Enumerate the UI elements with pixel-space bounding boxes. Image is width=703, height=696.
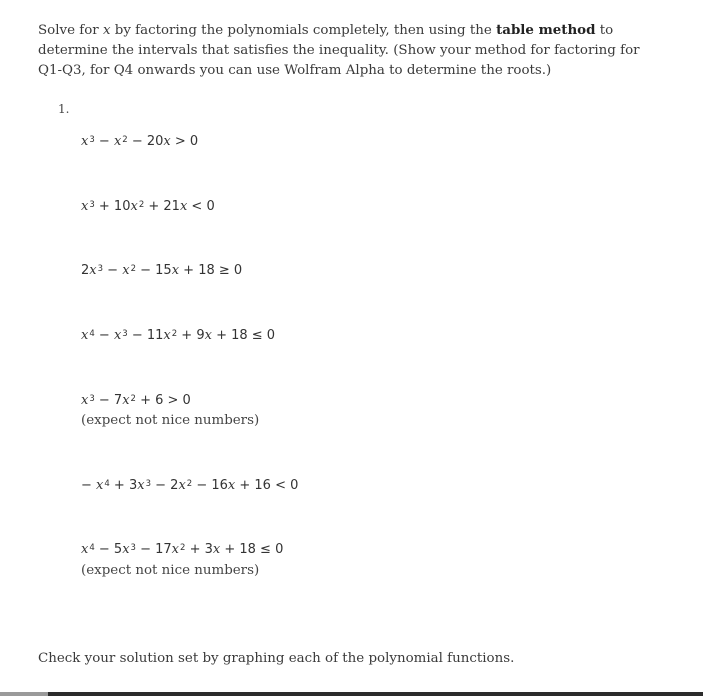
instructions-text-3: to determine the intervals that satisfies the inequality. (Show your method for factoring for Q1-Q3, for Q4 onwards you can use Wolfram Alpha to determine the roots.) xyxy=(38,23,640,78)
problem-5-expression: $x^3 - 7x^2 + 6 > 0$ xyxy=(81,393,191,408)
problem-5-note: (expect not nice numbers) xyxy=(81,413,260,428)
bottom-scrollbar[interactable] xyxy=(0,692,703,696)
instructions-text-1: Solve for xyxy=(38,23,103,38)
problem-3-expression: $2x^3 - x^2 - 15x + 18 \ge 0$ xyxy=(81,263,243,278)
problem-1-expression: $x^3 - x^2 - 20x > 0$ xyxy=(81,134,199,149)
scrollbar-thumb[interactable] xyxy=(0,692,48,696)
problem-6-expression: − $x^4 + 3x^3 - 2x^2 - 16x + 16 < 0$ xyxy=(81,478,299,493)
problem-4-expression: $x^4 - x^3 - 11x^2 + 9x + 18 \le 0$ xyxy=(81,328,276,343)
instructions-paragraph xyxy=(38,20,648,81)
problem-7-expression: $x^4 - 5x^3 - 17x^2 + 3x + 18 \le 0$ xyxy=(81,542,284,557)
list-number: 1. xyxy=(58,102,70,116)
instructions-variable: x xyxy=(102,23,111,38)
problem-7-note: (expect not nice numbers) xyxy=(81,563,260,578)
footer-text: Check your solution set by graphing each of the polynomial functions. xyxy=(38,651,515,666)
instructions-bold-term: table method xyxy=(496,22,596,38)
instructions-text-2: by factoring the polynomials completely, then using the xyxy=(110,23,497,38)
problem-2-expression: $x^3 + 10x^2 + 21x < 0$ xyxy=(81,199,215,214)
